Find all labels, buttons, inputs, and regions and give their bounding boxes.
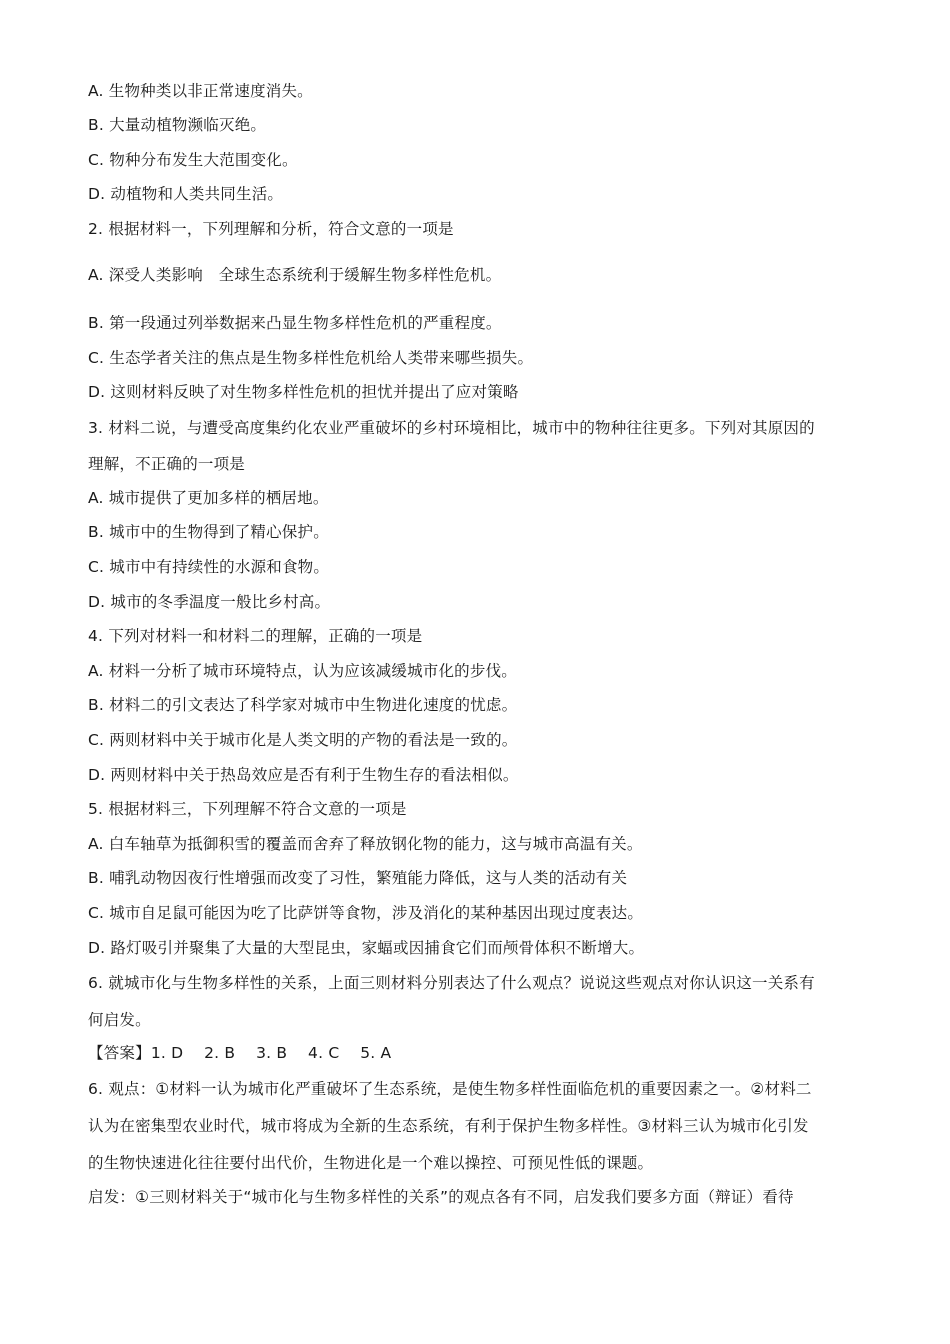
q1-option-a: A. 生物种类以非正常速度消失。 <box>88 82 313 100</box>
q1-option-d: D. 动植物和人类共同生活。 <box>88 185 284 203</box>
q4-option-d: D. 两则材料中关于热岛效应是否有利于生物生存的看法相似。 <box>88 766 519 784</box>
q2-option-a: A. 深受人类影响 全球生态系统利于缓解生物多样性危机。 <box>88 266 502 284</box>
explanation-line3: 的生物快速进化往往要付出代价，生物进化是一个难以操控、可预见性低的课题。 <box>88 1154 654 1172</box>
explanation-line4: 启发：①三则材料关于“城市化与生物多样性的关系”的观点各有不同，启发我们要多方面（辩证）看待 <box>88 1188 794 1206</box>
q6-stem-line1: 6. 就城市化与生物多样性的关系，上面三则材料分别表达了什么观点？说说这些观点对你认识这一关系有 <box>88 974 815 992</box>
q4-option-c: C. 两则材料中关于城市化是人类文明的产物的看法是一致的。 <box>88 731 518 749</box>
q3-option-a: A. 城市提供了更加多样的栖居地。 <box>88 489 329 507</box>
q5-option-d: D. 路灯吸引并聚集了大量的大型昆虫，家蝠或因捕食它们而颅骨体积不断增大。 <box>88 939 645 957</box>
explanation-line2: 认为在密集型农业时代，城市将成为全新的生态系统，有利于保护生物多样性。③材料三认为城市化引发 <box>88 1117 809 1135</box>
q6-stem-line2: 何启发。 <box>88 1011 151 1029</box>
q1-option-b: B. 大量动植物濒临灭绝。 <box>88 116 267 134</box>
answer-line <box>88 1043 391 1063</box>
q3-stem-line2: 理解，不正确的一项是 <box>88 455 246 473</box>
q5-stem: 5. 根据材料三，下列理解不符合文意的一项是 <box>88 800 407 818</box>
answer-values: 1. D 2. B 3. B 4. C 5. A <box>150 1044 392 1062</box>
q3-option-b: B. 城市中的生物得到了精心保护。 <box>88 523 329 541</box>
q4-option-b: B. 材料二的引文表达了科学家对城市中生物进化速度的忧虑。 <box>88 696 518 714</box>
q3-stem-line1: 3. 材料二说，与遭受高度集约化农业严重破坏的乡村环境相比，城市中的物种往往更多。下列对其原因的 <box>88 419 815 437</box>
q3-option-c: C. 城市中有持续性的水源和食物。 <box>88 558 330 576</box>
q5-option-a: A. 白车轴草为抵御积雪的覆盖而舍弃了释放钢化物的能力，这与城市高温有关。 <box>88 835 643 853</box>
q4-stem: 4. 下列对材料一和材料二的理解，正确的一项是 <box>88 627 423 645</box>
q1-option-c: C. 物种分布发生大范围变化。 <box>88 151 298 169</box>
q5-option-c: C. 城市自足鼠可能因为吃了比萨饼等食物，涉及消化的某种基因出现过度表达。 <box>88 904 644 922</box>
q2-stem: 2. 根据材料一，下列理解和分析，符合文意的一项是 <box>88 220 454 238</box>
answer-label: 【答案】 <box>88 1044 151 1062</box>
q2-option-c: C. 生态学者关注的焦点是生物多样性危机给人类带来哪些损失。 <box>88 349 534 367</box>
q5-option-b: B. 哺乳动物因夜行性增强而改变了习性，繁殖能力降低，这与人类的活动有关 <box>88 869 628 887</box>
q4-option-a: A. 材料一分析了城市环境特点，认为应该减缓城市化的步伐。 <box>88 662 517 680</box>
q2-option-d: D. 这则材料反映了对生物多样性危机的担忧并提出了应对策略 <box>88 383 519 401</box>
q2-option-b: B. 第一段通过列举数据来凸显生物多样性危机的严重程度。 <box>88 314 502 332</box>
q3-option-d: D. 城市的冬季温度一般比乡村高。 <box>88 593 331 611</box>
explanation-line1: 6. 观点：①材料一认为城市化严重破坏了生态系统，是使生物多样性面临危机的重要因素之一。②材料二 <box>88 1080 812 1098</box>
